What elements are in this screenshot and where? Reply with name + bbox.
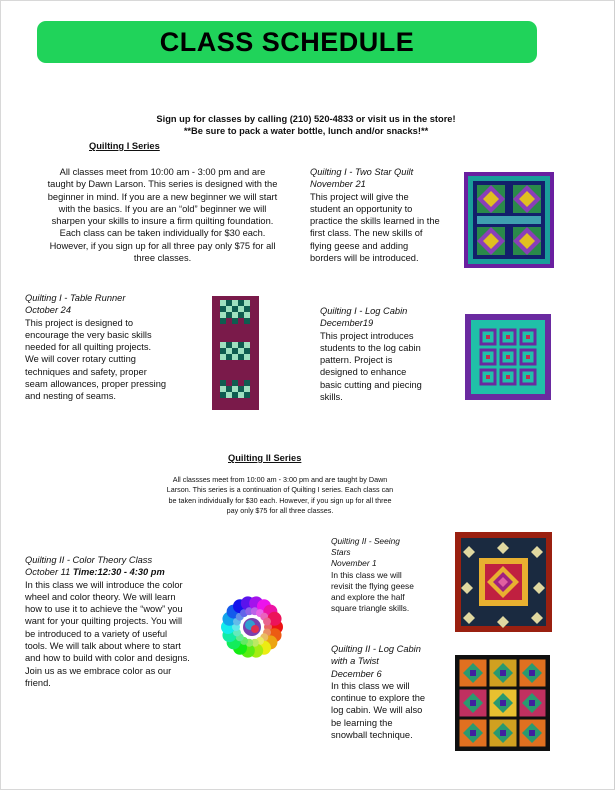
- text-line: encourage the very basic skills: [25, 329, 152, 340]
- text-line: with the basics. If you are an “old” beginner we will: [58, 203, 267, 214]
- text-line: sharpen your skills to insure a firm quilting foundation.: [51, 216, 274, 227]
- text-line: continue to explore the: [331, 693, 426, 704]
- text-line: In this class we will: [331, 569, 402, 580]
- text-line: snowball technique.: [331, 730, 413, 741]
- series1-description: [25, 166, 300, 264]
- text-line: Larson. This series is a continuation of Quilting I series. Each class can: [166, 485, 394, 495]
- text-line: This project is designed to: [25, 317, 134, 328]
- class-log-cabin: [320, 305, 455, 403]
- class-log-cabin-twist: [331, 643, 451, 741]
- text-line: borders will be introduced.: [310, 253, 419, 264]
- class-title: Stars: [331, 547, 351, 558]
- text-line: Each class can be taken individually for $30 each.: [59, 228, 266, 239]
- class-date: December19: [320, 318, 374, 329]
- text-line: want for your quilting projects. You will: [25, 616, 183, 627]
- class-title: Quilting I - Table Runner: [25, 293, 126, 303]
- text-line: friend.: [25, 677, 51, 688]
- color-wheel-icon: [217, 592, 287, 662]
- text-line: and nesting of seams.: [25, 391, 116, 402]
- log-cabin-twist-quilt-photo: [455, 655, 550, 751]
- text-line: In this class we will: [331, 680, 410, 691]
- text-line: We will cover rotary cutting: [25, 354, 136, 365]
- class-date: November 1: [331, 558, 377, 569]
- class-table-runner: [25, 292, 210, 403]
- text-line: practice the skills learned in the: [310, 216, 440, 227]
- page-title: CLASS SCHEDULE: [159, 26, 415, 57]
- class-title: Quilting I - Log Cabin: [320, 306, 408, 316]
- two-star-quilt-photo: [464, 172, 554, 268]
- table-runner-photo: [212, 296, 259, 410]
- text-line: and explore the half: [331, 592, 405, 603]
- text-line: student an opportunity to: [310, 203, 413, 214]
- text-line: be taken individually for $30 each. However, if you sign up for all three: [168, 495, 392, 505]
- text-line: However, if you sign up for all three pay only $75 for all: [49, 240, 276, 251]
- text-line: tools. We will talk about where to start: [25, 641, 181, 652]
- snack-note: **Be sure to pack a water bottle, lunch and/or snacks!**: [183, 126, 429, 136]
- class-date: November 21: [310, 179, 366, 190]
- text-line: flying geese and adding: [310, 240, 409, 251]
- log-cabin-quilt-photo: [465, 314, 551, 400]
- class-date: October 24: [25, 305, 71, 316]
- text-line: taught by Dawn Larson. This series is designed with the: [47, 179, 278, 190]
- text-line: beginner in mind. If you are a new beginner we will start: [47, 191, 278, 202]
- class-color-theory: [25, 554, 205, 689]
- series1-heading: Quilting I Series: [89, 141, 160, 151]
- class-two-star: [310, 166, 460, 264]
- class-title: Quilting I - Two Star Quilt: [310, 167, 414, 177]
- text-line: revisit the flying geese: [331, 580, 414, 591]
- text-line: Join us as we embrace color as our: [25, 665, 172, 676]
- class-title: Quilting II - Color Theory Class: [25, 555, 153, 565]
- text-line: techniques and safety, proper: [25, 366, 147, 377]
- text-line: This project will give the: [310, 191, 409, 202]
- text-line: students to the log cabin: [320, 342, 421, 353]
- text-line: designed to enhance: [320, 367, 407, 378]
- text-line: square triangle skills.: [331, 603, 410, 614]
- class-title: with a Twist: [331, 656, 379, 667]
- text-line: This project introduces: [320, 330, 414, 341]
- series2-description: [140, 475, 420, 516]
- text-line: basic cutting and piecing: [320, 379, 422, 390]
- seeing-stars-quilt-photo: [455, 532, 552, 632]
- text-line: All classes meet from 10:00 am - 3:00 pm and are: [59, 167, 266, 177]
- text-line: In this class we will introduce the color: [25, 579, 183, 590]
- class-title: Quilting II - Seeing: [331, 536, 400, 546]
- text-line: how to use it to achieve the “wow” you: [25, 604, 183, 615]
- text-line: be learning the: [331, 717, 393, 728]
- text-line: seam allowances, proper pressing: [25, 379, 167, 390]
- text-line: needed for all quilting projects.: [25, 342, 152, 353]
- text-line: and how to build with color and designs.: [25, 653, 190, 664]
- class-seeing-stars: [331, 536, 441, 614]
- text-line: be introduced to a variety of useful: [25, 628, 168, 639]
- text-line: wheel and color theory. We will learn: [25, 591, 176, 602]
- text-line: first class. The new skills of: [310, 228, 423, 239]
- text-line: All classses meet from 10:00 am - 3:00 pm and are taught by Dawn: [172, 475, 388, 484]
- text-line: pattern. Project is: [320, 355, 393, 366]
- text-line: three classes.: [133, 253, 192, 264]
- class-time: Time:12:30 - 4:30 pm: [72, 567, 165, 578]
- signup-line: Sign up for classes by calling (210) 520-4833 or visit us in the store!: [156, 114, 456, 124]
- text-line: skills.: [320, 392, 343, 403]
- class-date: October 11: [25, 567, 71, 578]
- series2-heading: Quilting II Series: [228, 453, 302, 463]
- text-line: pay only $75 for all three classes.: [226, 505, 334, 515]
- class-title: Quilting II - Log Cabin: [331, 644, 421, 654]
- text-line: log cabin. We will also: [331, 705, 423, 716]
- class-date: December 6: [331, 668, 382, 679]
- title-banner: [37, 21, 537, 63]
